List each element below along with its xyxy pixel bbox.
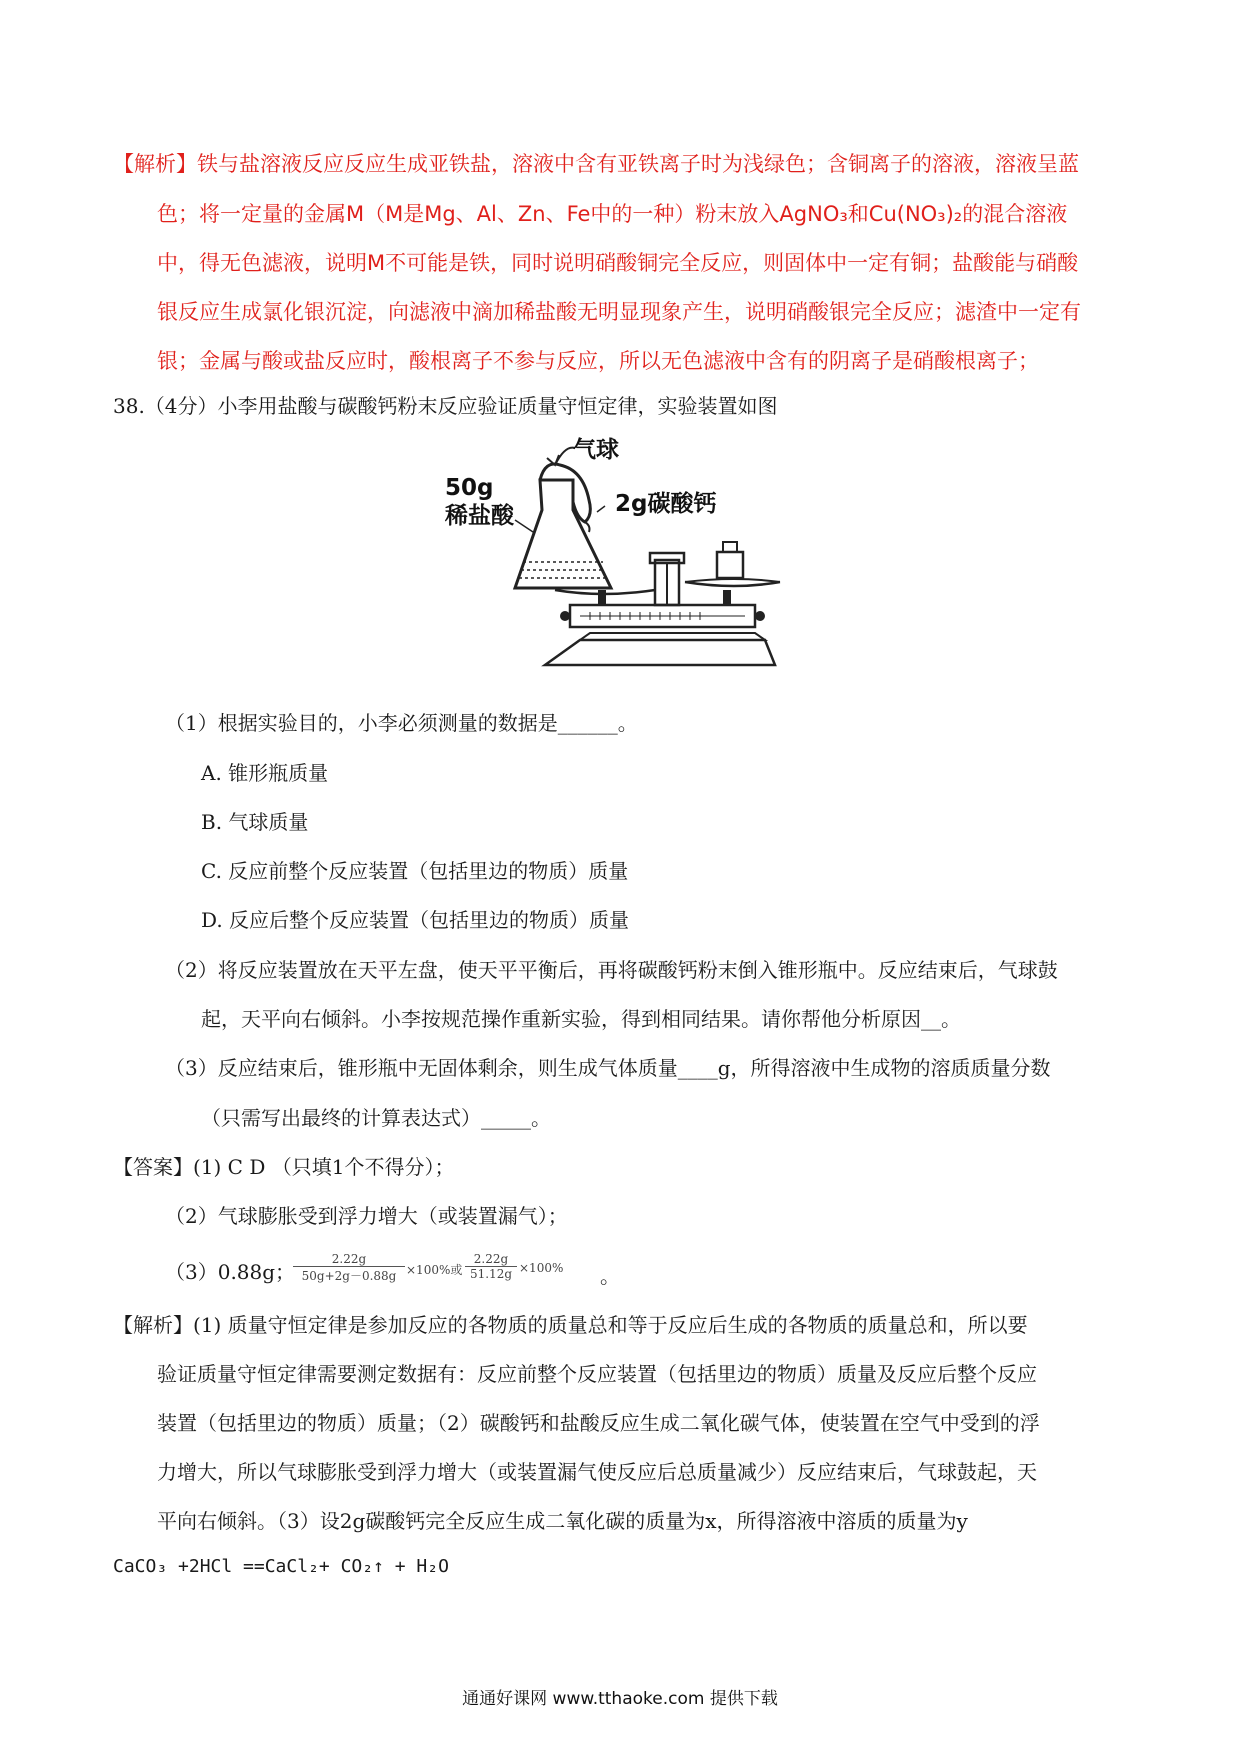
analysis-red-line: 银反应生成氯化银沉淀，向滤液中滴加稀盐酸无明显现象产生，说明硝酸银完全反应；滤渣中一定有 bbox=[157, 300, 1081, 324]
caco3-label: 2g碳酸钙 bbox=[615, 491, 717, 517]
analysis-red-line: 【解析】铁与盐溶液反应反应生成亚铁盐，溶液中含有亚铁离子时为浅绿色；含铜离子的溶液，溶液呈蓝 bbox=[113, 152, 1079, 176]
option-a: A. 锥形瓶质量 bbox=[201, 761, 329, 785]
page-footer: 通通好课网 www.tthaoke.com 提供下载 bbox=[462, 1689, 778, 1709]
q1-text: （1）根据实验目的，小李必须测量的数据是______。 bbox=[165, 711, 638, 735]
formula-mid: ×100%或 bbox=[406, 1263, 463, 1277]
question-stem: 38.（4分）小李用盐酸与碳酸钙粉末反应验证质量守恒定律，实验装置如图 bbox=[113, 394, 778, 418]
analysis2-line: 【解析】(1) 质量守恒定律是参加反应的各物质的质量总和等于反应后生成的各物质的质量总和，所以要 bbox=[113, 1313, 1028, 1337]
fraction-2 bbox=[465, 1252, 517, 1281]
balance-apparatus-diagram bbox=[485, 440, 785, 680]
option-b: B. 气球质量 bbox=[201, 810, 309, 834]
fraction-2-numerator: 2.22g bbox=[465, 1252, 517, 1267]
option-d: D. 反应后整个反应装置（包括里边的物质）质量 bbox=[201, 908, 630, 932]
answer-line1: 【答案】(1) C D （只填1个不得分）； bbox=[113, 1155, 455, 1179]
balloon-label: 气球 bbox=[573, 437, 619, 463]
analysis2-line: 验证质量守恒定律需要测定数据有：反应前整个反应装置（包括里边的物质）质量及反应后整个反应 bbox=[157, 1362, 1037, 1386]
analysis2-line: 力增大，所以气球膨胀受到浮力增大（或装置漏气使反应后总质量减少）反应结束后，气球鼓起，天 bbox=[157, 1460, 1037, 1484]
fraction-1-denominator: 50g+2g－0.88g bbox=[301, 1269, 397, 1283]
answer-line2: （2）气球膨胀受到浮力增大（或装置漏气）； bbox=[165, 1204, 568, 1228]
answer-formula bbox=[293, 1250, 571, 1294]
answer-line3-prefix: （3）0.88g； bbox=[165, 1260, 296, 1284]
answer-line3-suffix: 。 bbox=[600, 1264, 620, 1288]
option-c: C. 反应前整个反应装置（包括里边的物质）质量 bbox=[201, 859, 629, 883]
q3-line1: （3）反应结束后，锥形瓶中无固体剩余，则生成气体质量____g，所得溶液中生成物的溶质质量分数 bbox=[165, 1056, 1051, 1080]
acid-amount-label: 50g bbox=[445, 475, 494, 501]
fraction-1 bbox=[293, 1252, 405, 1284]
q3-line2: （只需写出最终的计算表达式）_____。 bbox=[201, 1106, 551, 1130]
chemical-equation: CaCO₃ +2HCl ==CaCl₂+ CO₂↑ + H₂O bbox=[113, 1556, 449, 1577]
experiment-figure bbox=[445, 437, 785, 680]
analysis-red-line: 中，得无色滤液，说明M不可能是铁，同时说明硝酸铜完全反应，则固体中一定有铜；盐酸能与硝酸 bbox=[157, 251, 1079, 275]
analysis-red-line: 银；金属与酸或盐反应时，酸根离子不参与反应，所以无色滤液中含有的阴离子是硝酸根离子； bbox=[157, 349, 1039, 373]
acid-name-label: 稀盐酸 bbox=[445, 503, 514, 529]
analysis-red-line: 色；将一定量的金属M（M是Mg、Al、Zn、Fe中的一种）粉末放入AgNO₃和Cu(NO₃)₂的混合溶液 bbox=[157, 202, 1068, 226]
q2-line2: 起，天平向右倾斜。小李按规范操作重新实验，得到相同结果。请你帮他分析原因__。 bbox=[201, 1007, 961, 1031]
analysis2-line: 平向右倾斜。（3）设2g碳酸钙完全反应生成二氧化碳的质量为x，所得溶液中溶质的质量为y bbox=[157, 1509, 968, 1533]
formula-tail: ×100% bbox=[519, 1261, 564, 1275]
q2-line1: （2）将反应装置放在天平左盘，使天平平衡后，再将碳酸钙粉末倒入锥形瓶中。反应结束后，气球鼓 bbox=[165, 958, 1058, 982]
analysis2-line: 装置（包括里边的物质）质量；（2）碳酸钙和盐酸反应生成二氧化碳气体，使装置在空气中受到的浮 bbox=[157, 1411, 1040, 1435]
fraction-1-numerator: 2.22g bbox=[293, 1252, 405, 1267]
fraction-2-denominator: 51.12g bbox=[469, 1267, 513, 1281]
